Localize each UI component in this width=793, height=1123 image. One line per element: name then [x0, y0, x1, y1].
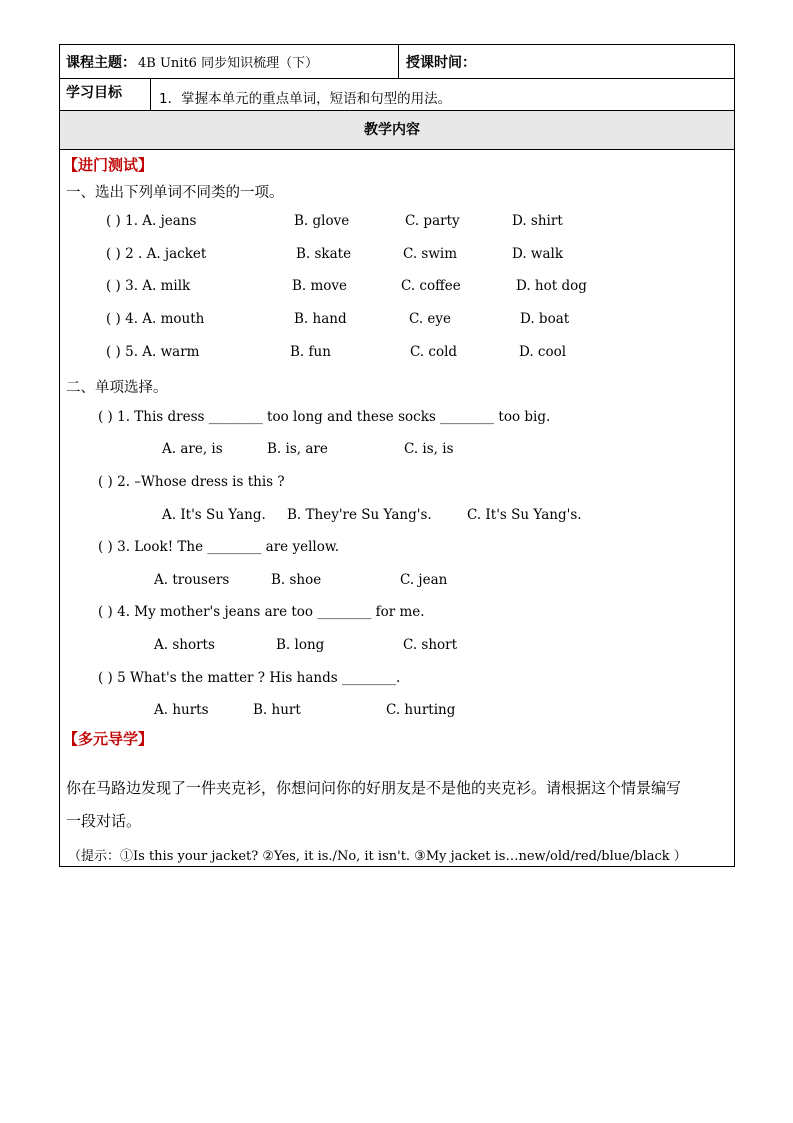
lesson-table — [59, 44, 735, 867]
hint-line: （提示：①Is this your jacket? ②Yes, it is./No, it isn't. ③My jacket is…new/old/red/blue/black ） — [68, 849, 687, 864]
part2-question-3: ( ) 3. Look! The ________ are yellow. — [98, 539, 340, 555]
part1-item-3-d: D. hot dog — [516, 278, 587, 294]
part1-item-1-d: D. shirt — [512, 213, 563, 229]
part1-item-1: ( ) 1. A. jeans — [106, 213, 197, 229]
part2-q3-option-c: C. jean — [400, 572, 448, 588]
content-title: 教学内容 — [364, 122, 420, 138]
part2-question-1: ( ) 1. This dress ________ too long and these socks ________ too big. — [98, 409, 551, 425]
content-area — [60, 150, 734, 866]
part2-q2-option-b: B. They're Su Yang's. — [287, 507, 432, 523]
part1-item-5-c: C. cold — [410, 344, 458, 360]
part2-q5-option-a: A. hurts — [154, 702, 209, 718]
part1-item-2: ( ) 2 . A. jacket — [106, 246, 207, 262]
part1-item-1-b: B. glove — [294, 213, 350, 229]
part1-item-2-b: B. skate — [296, 246, 352, 262]
goal-text-cell — [151, 79, 734, 110]
part2-q1-option-a: A. are, is — [162, 441, 223, 457]
goal-text: 1．掌握本单元的重点单词，短语和句型的用法。 — [159, 91, 452, 107]
header-row — [60, 45, 734, 79]
part1-item-5-d: D. cool — [519, 344, 567, 360]
part2-q4-option-a: A. shorts — [154, 637, 215, 653]
part1-item-3-b: B. move — [292, 278, 348, 294]
time-label: 授课时间： — [406, 55, 476, 71]
goal-label: 学习目标 — [66, 85, 122, 101]
part2-q3-option-a: A. trousers — [154, 572, 230, 588]
part1-item-3: ( ) 3. A. milk — [106, 278, 191, 294]
part1-item-4: ( ) 4. A. mouth — [106, 311, 205, 327]
topic-label: 课程主题： — [66, 55, 136, 71]
part2-q5-option-c: C. hurting — [386, 702, 456, 718]
part2-q1-option-b: B. is, are — [267, 441, 328, 457]
time-cell — [399, 45, 734, 78]
part2-q2-option-c: C. It's Su Yang's. — [467, 507, 582, 523]
part2-q5-option-b: B. hurt — [253, 702, 301, 718]
part1-item-4-b: B. hand — [294, 311, 347, 327]
part2-question-5: ( ) 5 What's the matter ? His hands ________. — [98, 670, 401, 686]
part1-item-4-d: D. boat — [520, 311, 570, 327]
goal-row — [60, 79, 734, 111]
part1-item-4-c: C. eye — [409, 311, 452, 327]
task-paragraph-line-1: 你在马路边发现了一件夹克衫，你想问问你的好朋友是不是他的夹克衫。请根据这个情景编写 — [66, 779, 682, 797]
part1-item-3-c: C. coffee — [401, 278, 461, 294]
part1-item-2-c: C. swim — [403, 246, 458, 262]
part2-q2-option-a: A. It's Su Yang. — [162, 507, 266, 523]
part2-question-2: ( ) 2. –Whose dress is this ? — [98, 474, 285, 490]
part2-q3-option-b: B. shoe — [271, 572, 322, 588]
part1-item-1-c: C. party — [405, 213, 460, 229]
part2-q4-option-b: B. long — [276, 637, 325, 653]
part1-item-5-b: B. fun — [290, 344, 331, 360]
content-title-row — [60, 111, 734, 150]
task-paragraph-line-2: 一段对话。 — [66, 812, 142, 830]
part2-title: 二、单项选择。 — [66, 380, 168, 396]
part1-item-2-d: D. walk — [512, 246, 564, 262]
part1-title: 一、选出下列单词不同类的一项。 — [66, 185, 284, 201]
topic-value: 4B Unit6 同步知识梳理（下） — [138, 56, 319, 71]
section-entry-test-tag: 【进门测试】 — [63, 156, 154, 174]
section-guided-learning-tag: 【多元导学】 — [63, 730, 154, 748]
part2-question-4: ( ) 4. My mother's jeans are too ________ for me. — [98, 604, 425, 620]
topic-cell — [60, 45, 399, 78]
part2-q4-option-c: C. short — [403, 637, 458, 653]
part2-q1-option-c: C. is, is — [404, 441, 454, 457]
goal-label-cell — [60, 79, 151, 110]
part1-item-5: ( ) 5. A. warm — [106, 344, 200, 360]
